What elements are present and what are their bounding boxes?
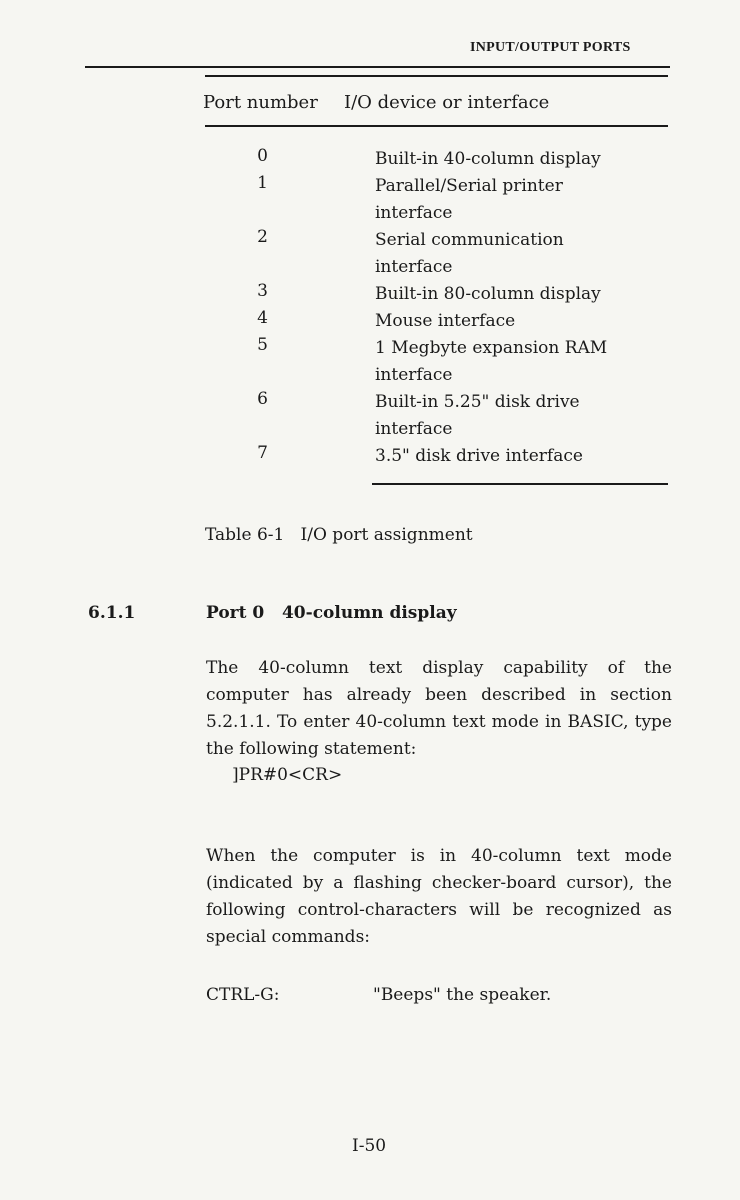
- device-3: Built-in 80-column display: [375, 284, 601, 304]
- port-number-2: 2: [257, 227, 268, 247]
- column-header-port: Port number: [203, 92, 318, 113]
- column-header-device: I/O device or interface: [344, 92, 550, 113]
- paragraph-control-chars: When the computer is in 40-column text mode (indicated by a flashing checker-board cursor), the following control-characters will be recognized as special commands:: [206, 846, 672, 947]
- port-number-1: 1: [257, 173, 268, 193]
- port-number-4: 4: [257, 308, 268, 328]
- section-number: 6.1.1: [88, 603, 136, 623]
- control-key-ctrl-g: CTRL-G:: [206, 985, 280, 1005]
- port-number-7: 7: [257, 443, 268, 463]
- port-number-5: 5: [257, 335, 268, 355]
- page-number: I-50: [352, 1136, 387, 1156]
- device-2: Serial communication interface: [375, 230, 564, 277]
- device-7: 3.5" disk drive interface: [375, 446, 583, 466]
- table-bottom-rule: [372, 483, 668, 485]
- device-4: Mouse interface: [375, 311, 516, 331]
- header-rule: [85, 66, 670, 68]
- section-title: Port 0 40-column display: [206, 603, 457, 623]
- device-6: Built-in 5.25" disk drive interface: [375, 392, 580, 439]
- running-header: INPUT/OUTPUT PORTS: [470, 40, 631, 55]
- port-number-6: 6: [257, 389, 268, 409]
- device-0: Built-in 40-column display: [375, 149, 601, 169]
- paragraph-intro: The 40-column text display capability of the computer has already been described in section 5.2.1.1. To enter 40-column text mode in BASIC, type the following statement:: [206, 658, 672, 759]
- table-top-rule: [205, 75, 668, 77]
- basic-statement: ]PR#0<CR>: [232, 765, 343, 785]
- table-caption: Table 6-1 I/O port assignment: [205, 525, 473, 545]
- port-number-3: 3: [257, 281, 268, 301]
- port-number-0: 0: [257, 146, 268, 166]
- device-5: 1 Megbyte expansion RAM interface: [375, 338, 608, 385]
- table-header-rule: [205, 125, 668, 127]
- control-description-ctrl-g: "Beeps" the speaker.: [373, 985, 552, 1005]
- device-1: Parallel/Serial printer interface: [375, 176, 563, 223]
